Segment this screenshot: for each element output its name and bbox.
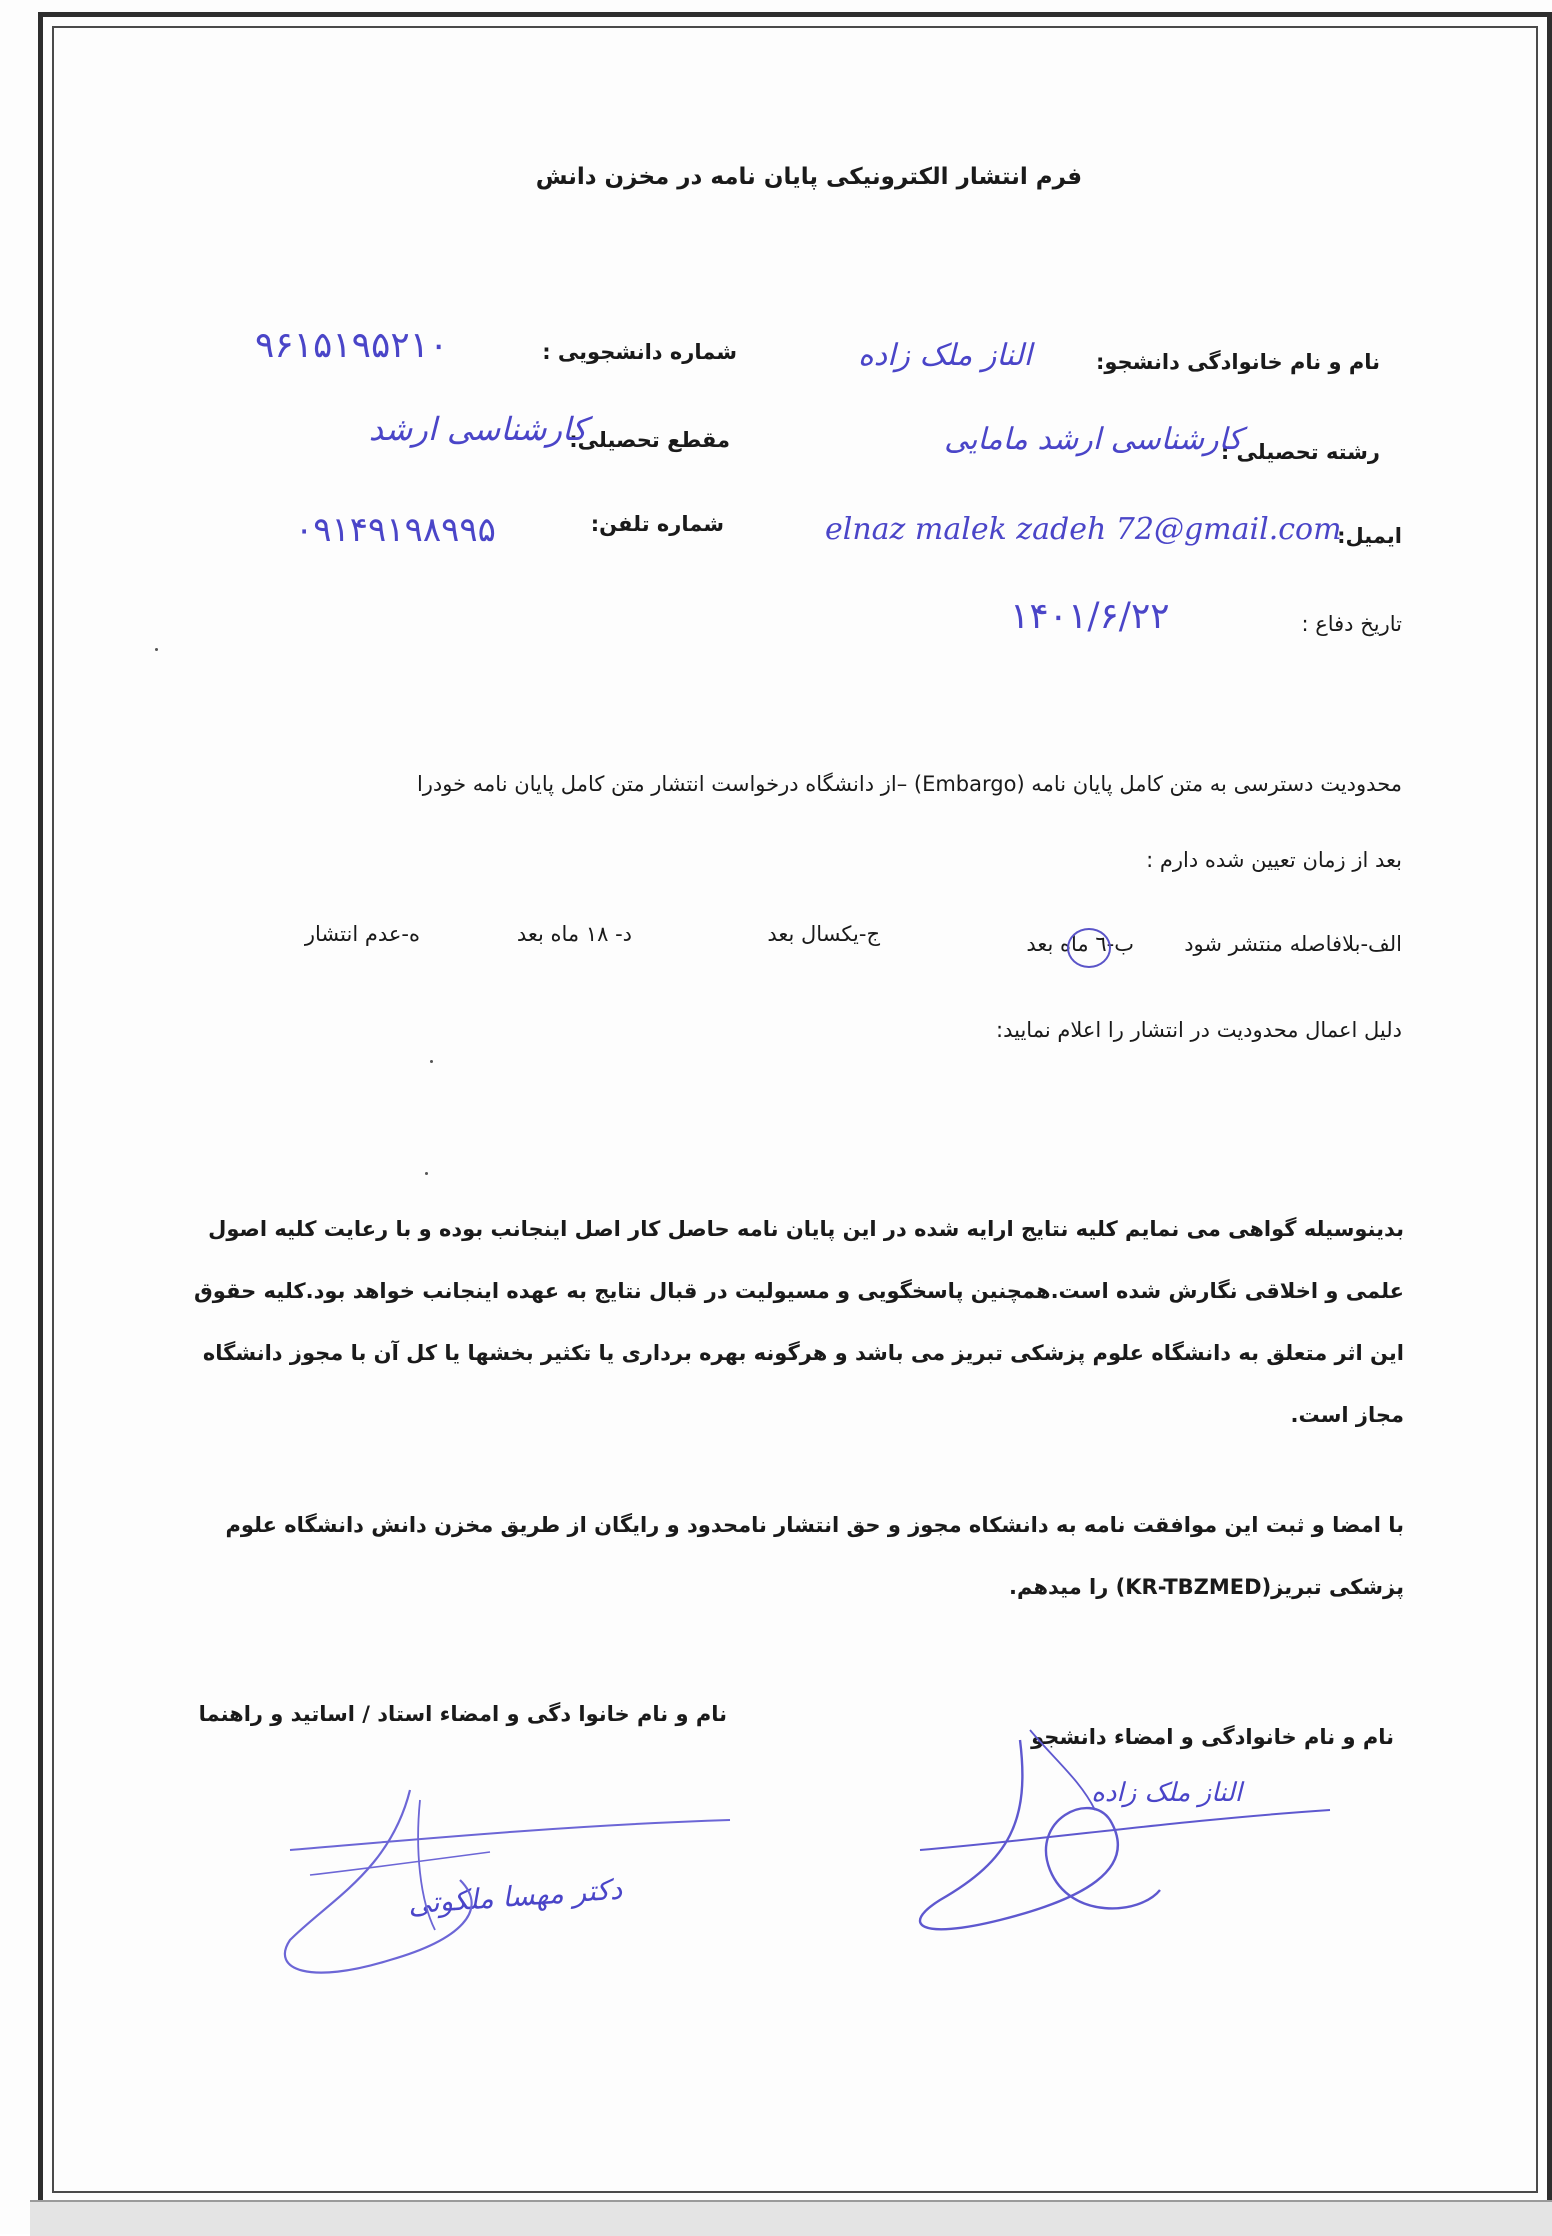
student-signature-label: نام و نام خانوادگی و امضاء دانشجو [1031,1725,1394,1749]
restriction-reason-label: دلیل اعمال محدودیت در انتشار را اعلام نمایید: [996,1018,1402,1042]
student-signature-image [880,1700,1360,1960]
embargo-text-line1: محدودیت دسترسی به متن کامل پایان نامه (Embargo) –از دانشگاه درخواست انتشار متن کامل پایان نامه خودرا [416,772,1402,796]
defense-date-label: تاریخ دفاع : [1301,612,1402,636]
email-value: elnaz malek zadeh 72@gmail.com [825,512,1342,547]
major-label: رشته تحصیلی : [1220,440,1380,464]
advisor-handwritten-name: دکتر مهسا ملکوتی [406,1872,623,1921]
student-handwritten-name: الناز ملک زاده [1091,1778,1242,1808]
degree-value: کارشناسی ارشد [368,410,587,448]
declaration-line: مجاز است. [1290,1403,1404,1427]
declaration-paragraph [134,1198,1404,1446]
embargo-option-1-year[interactable]: ج-یکسال بعد [767,922,880,946]
declaration-line: علمی و اخلاقی نگارش شده است.همچنین پاسخگویی و مسیولیت در قبال نتایج به عهده اینجانب خواهد بود.کلیه حقوق [194,1279,1404,1303]
scan-bottom-edge [30,2200,1552,2236]
embargo-option-no-publish[interactable]: ه-عدم انتشار [304,922,420,946]
scan-speck [430,1060,433,1063]
email-label: ایمیل: [1337,524,1402,548]
degree-label: مقطع تحصیلی: [569,428,730,452]
advisor-signature-image [270,1780,750,2000]
student-name-label: نام و نام خانوادگی دانشجو: [1095,350,1380,374]
embargo-option-6-months[interactable]: ب-٦ ماه بعد [1026,932,1134,956]
form-title: فرم انتشار الکترونیکی پایان نامه در مخزن دانش [535,164,1082,190]
consent-paragraph [134,1494,1404,1618]
declaration-line: بدینوسیله گواهی می نمایم کلیه نتایج ارایه شده در این پایان نامه حاصل کار اصل اینجانب بوده و با رعایت کلیه اصول [208,1217,1404,1241]
consent-line: با امضا و ثبت این موافقت نامه به دانشکاه مجوز و حق انتشار نامحدود و رایگان از طریق مخزن دانش دانشگاه علوم [225,1513,1404,1537]
selected-option-circle [1067,928,1111,968]
student-id-value: ۹۶۱۵۱۹۵۲۱۰ [255,325,449,366]
student-name-value: الناز ملک زاده [858,338,1032,373]
advisor-signature-label: نام و نام خانوا دگی و امضاء استاد / اساتید و راهنما [198,1702,727,1726]
major-value: کارشناسی ارشد مامایی [944,422,1242,457]
embargo-option-18-months[interactable]: د- ۱۸ ماه بعد [516,922,632,946]
scan-speck [155,648,158,651]
scan-speck [425,1172,428,1175]
student-id-label: شماره دانشجویی : [542,340,737,364]
embargo-text-line2: بعد از زمان تعیین شده دارم : [1146,848,1402,872]
embargo-option-immediate[interactable]: الف-بلافاصله منتشر شود [1184,932,1402,956]
phone-label: شماره تلفن: [590,512,724,536]
defense-date-value: ۱۴۰۱/۶/۲۲ [1010,596,1170,637]
consent-line: پزشکی تبریز(KR-TBZMED) را میدهم. [1009,1575,1404,1599]
phone-value: ۰۹۱۴۹۱۹۸۹۹۵ [295,510,496,550]
declaration-line: این اثر متعلق به دانشگاه علوم پزشکی تبریز می باشد و هرگونه بهره برداری یا تکثیر بخشها یا کل آن با مجوز دانشگاه [202,1341,1404,1365]
